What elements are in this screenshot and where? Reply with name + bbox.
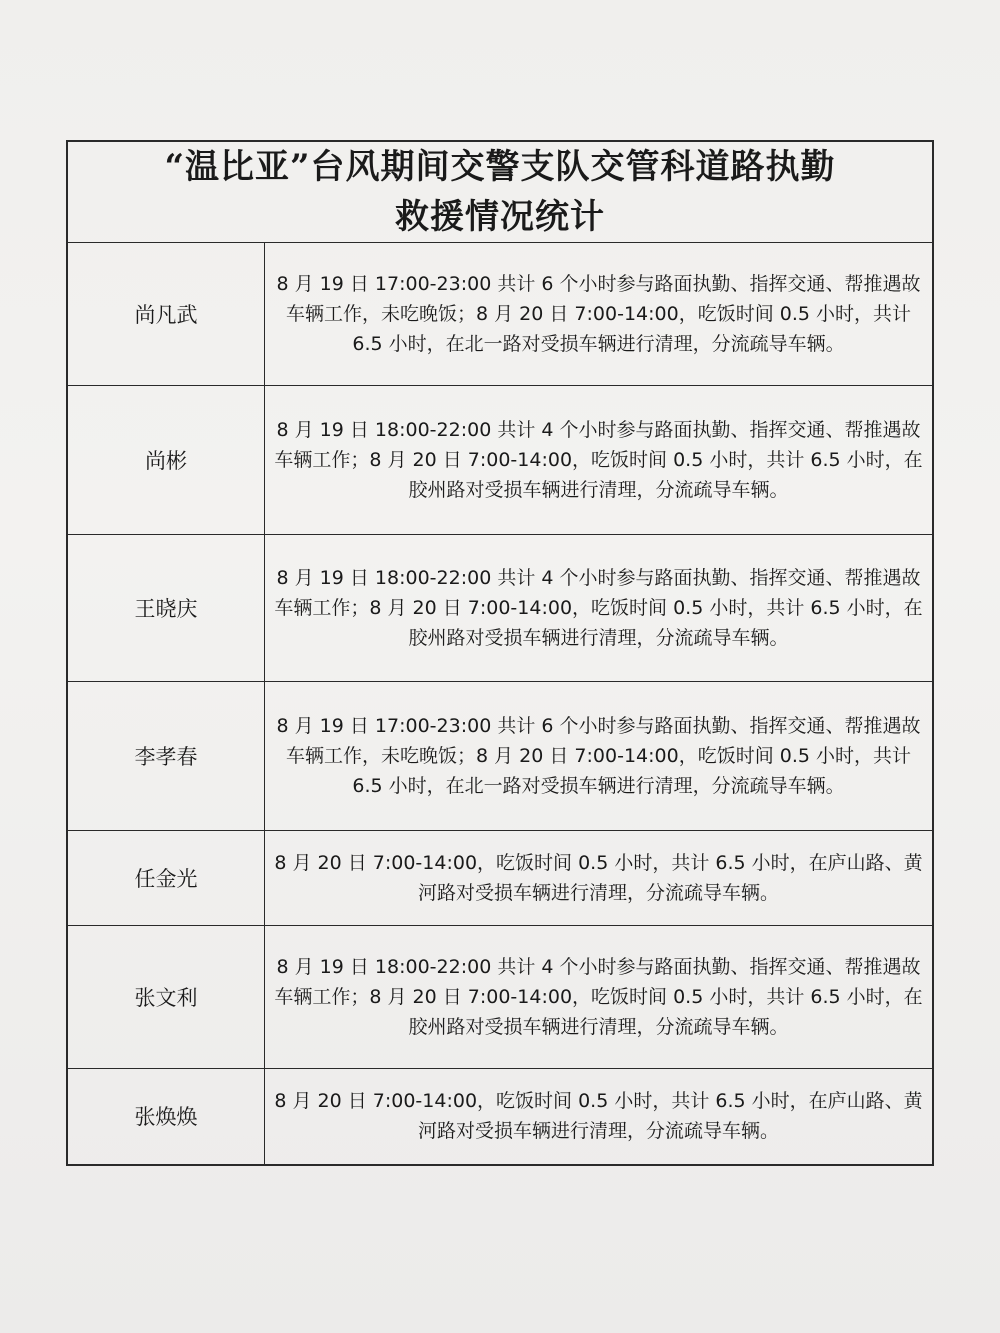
officer-name: 张文利 [67,926,265,1069]
officer-name: 尚彬 [67,386,265,535]
officer-name: 尚凡武 [67,243,265,386]
table-title [67,141,933,243]
table-row [67,682,933,831]
duty-description: 8 月 19 日 18:00-22:00 共计 4 个小时参与路面执勤、指挥交通、帮推遇故车辆工作；8 月 20 日 7:00-14:00，吃饭时间 0.5 小时，共计 6.5 小时，在胶州路对受损车辆进行清理，分流疏导车辆。 [265,926,934,1069]
title-line-2: 救援情况统计 [395,197,605,237]
table-row [67,386,933,535]
title-line-1: “温比亚”台风期间交警支队交管科道路执勤 [164,147,836,187]
duty-statistics-table [66,140,934,1166]
duty-description: 8 月 20 日 7:00-14:00，吃饭时间 0.5 小时，共计 6.5 小时，在庐山路、黄河路对受损车辆进行清理，分流疏导车辆。 [265,1069,934,1165]
table-row [67,1069,933,1165]
table-row [67,926,933,1069]
duty-description: 8 月 19 日 18:00-22:00 共计 4 个小时参与路面执勤、指挥交通、帮推遇故车辆工作；8 月 20 日 7:00-14:00，吃饭时间 0.5 小时，共计 6.5 小时，在胶州路对受损车辆进行清理，分流疏导车辆。 [265,386,934,535]
officer-name: 任金光 [67,831,265,926]
duty-description: 8 月 19 日 18:00-22:00 共计 4 个小时参与路面执勤、指挥交通、帮推遇故车辆工作；8 月 20 日 7:00-14:00，吃饭时间 0.5 小时，共计 6.5 小时，在胶州路对受损车辆进行清理，分流疏导车辆。 [265,535,934,682]
title-row [67,141,933,243]
table-row [67,535,933,682]
table-row [67,831,933,926]
officer-name: 张焕焕 [67,1069,265,1165]
officer-name: 李孝春 [67,682,265,831]
duty-description: 8 月 20 日 7:00-14:00，吃饭时间 0.5 小时，共计 6.5 小时，在庐山路、黄河路对受损车辆进行清理，分流疏导车辆。 [265,831,934,926]
duty-description: 8 月 19 日 17:00-23:00 共计 6 个小时参与路面执勤、指挥交通、帮推遇故车辆工作，未吃晚饭；8 月 20 日 7:00-14:00，吃饭时间 0.5 小时，共计 6.5 小时，在北一路对受损车辆进行清理，分流疏导车辆。 [265,243,934,386]
officer-name: 王晓庆 [67,535,265,682]
table-row [67,243,933,386]
duty-description: 8 月 19 日 17:00-23:00 共计 6 个小时参与路面执勤、指挥交通、帮推遇故车辆工作，未吃晚饭；8 月 20 日 7:00-14:00，吃饭时间 0.5 小时，共计 6.5 小时，在北一路对受损车辆进行清理，分流疏导车辆。 [265,682,934,831]
